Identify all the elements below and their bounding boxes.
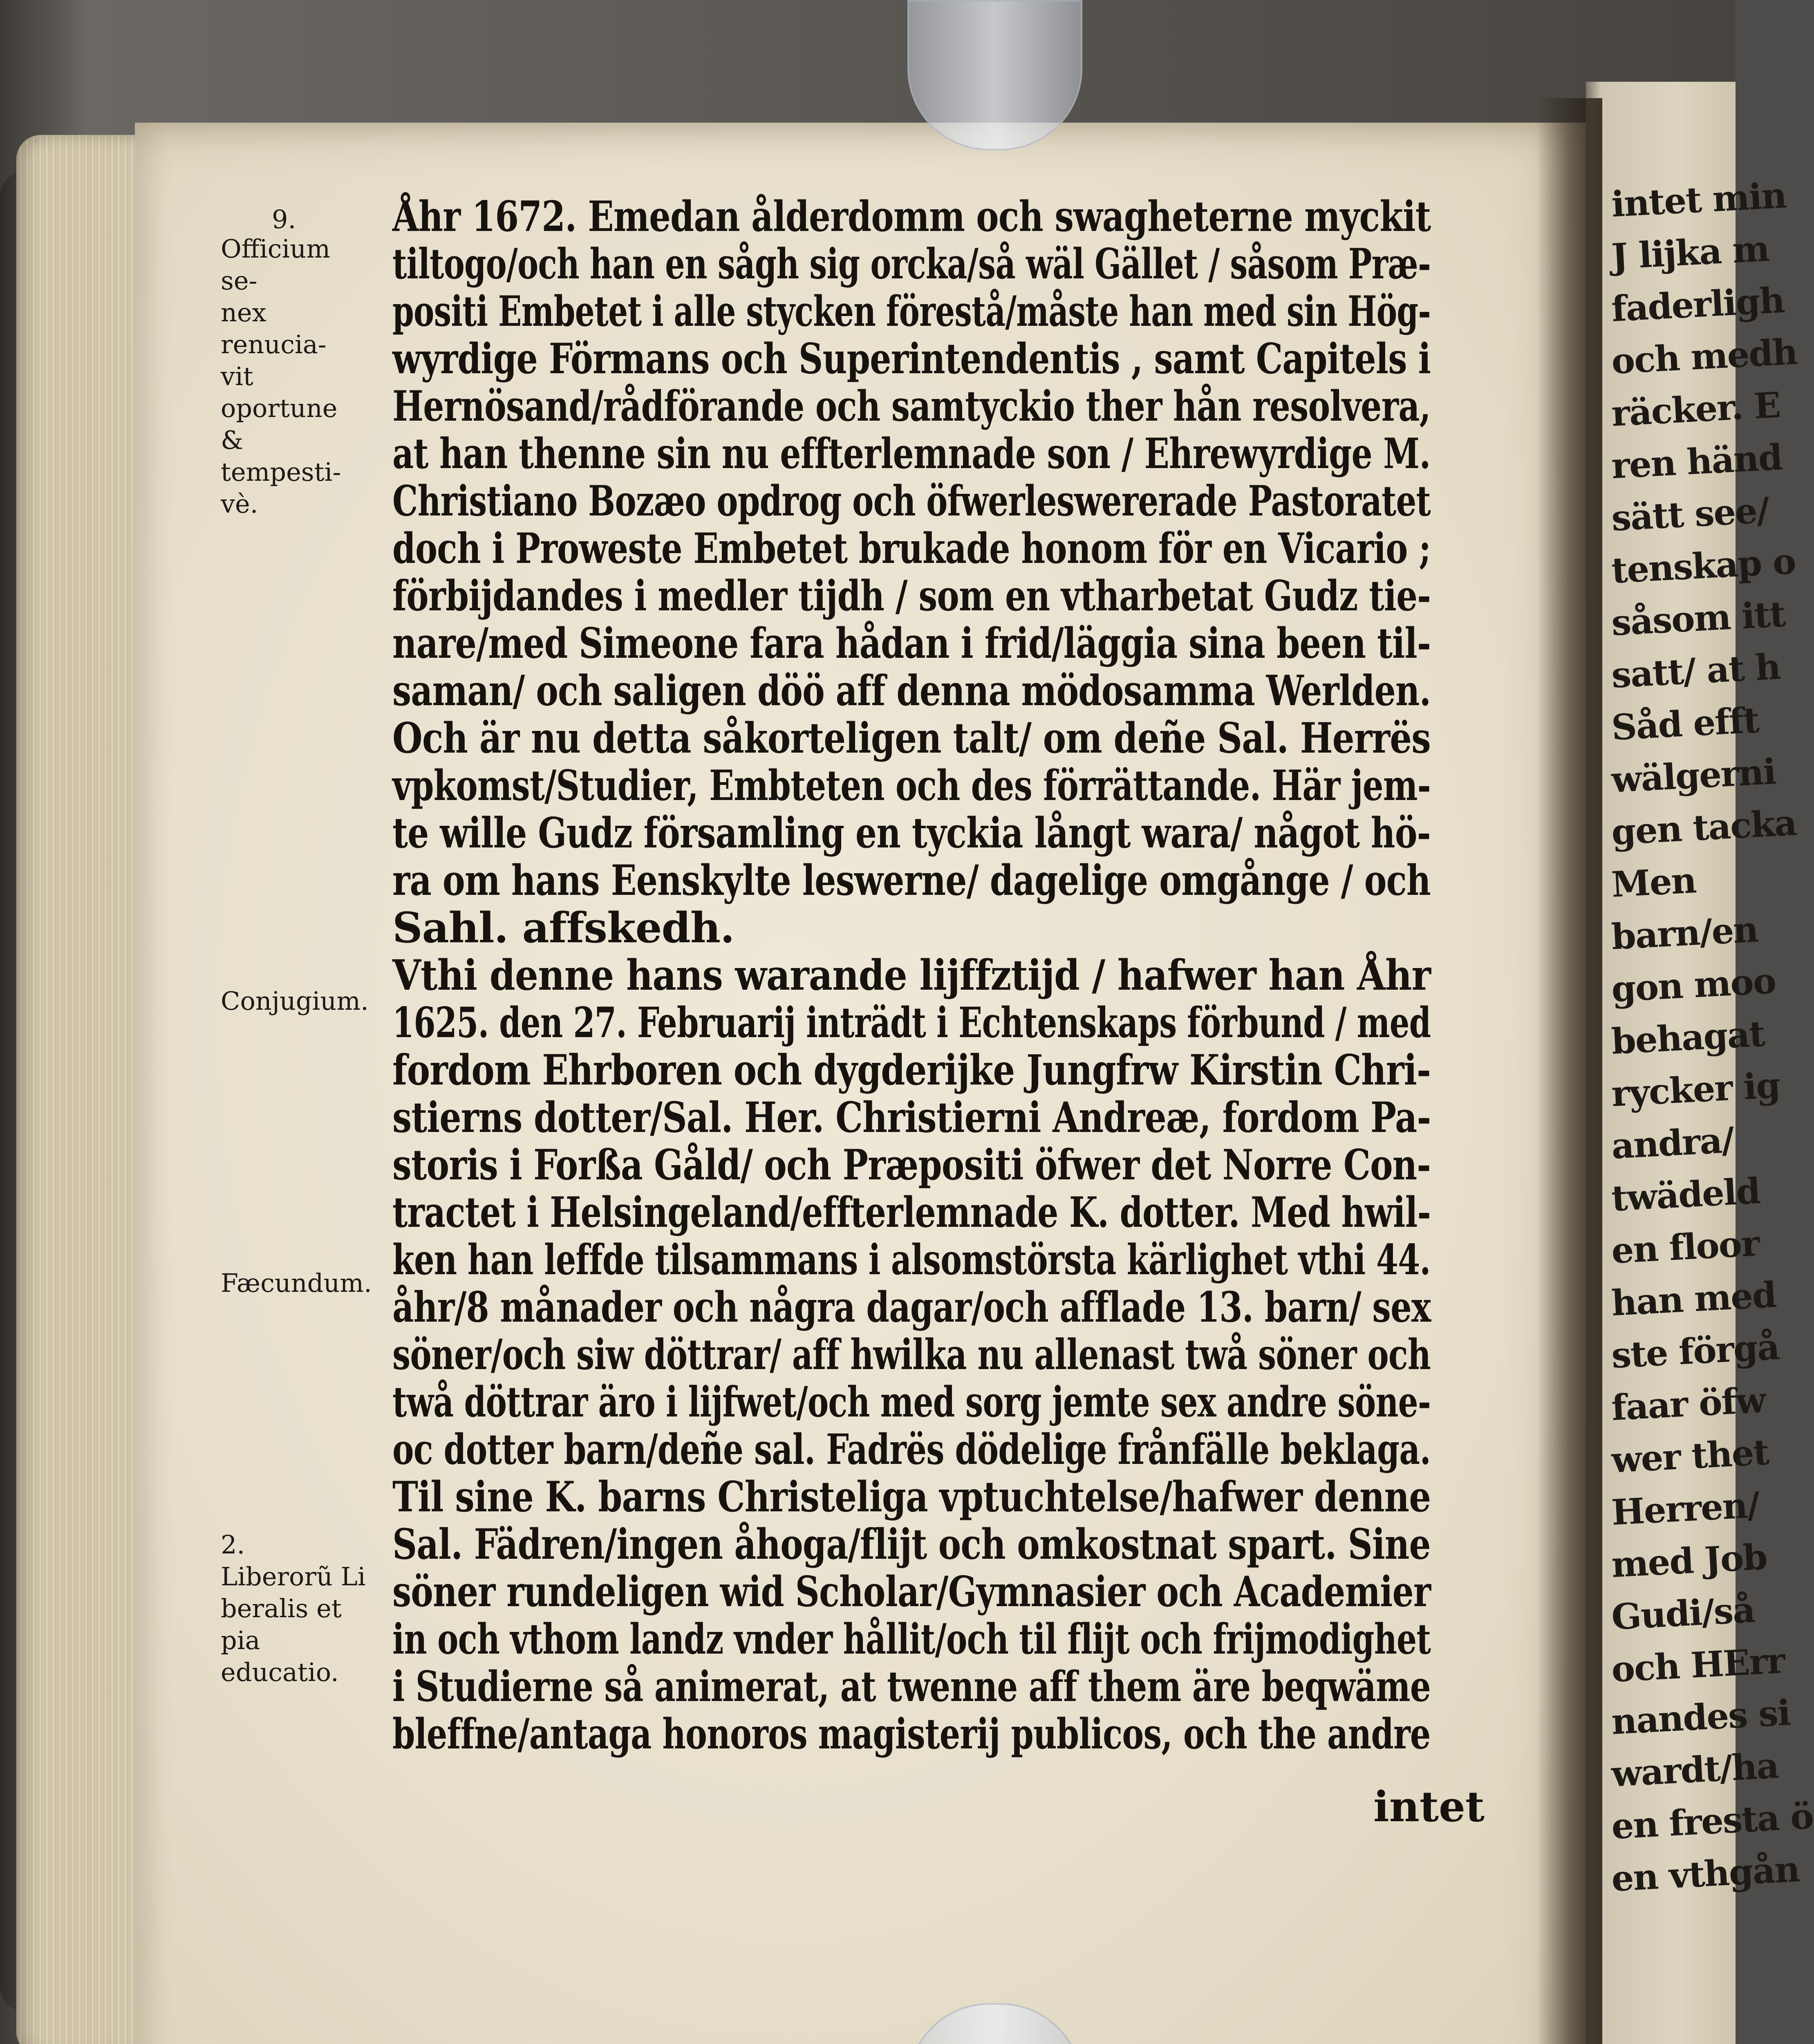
margin-note-line: & tempesti- bbox=[221, 425, 341, 487]
text-line: Åhr 1672. Emedan ålderdomm och swagheterne myckit bbox=[392, 192, 1431, 241]
text-line: positi Embetet i alle stycken förestå/måste han med sin Hög- bbox=[392, 287, 1431, 336]
facing-page-line: tenskap o bbox=[1610, 540, 1796, 592]
facing-page-line: ste förgå bbox=[1610, 1326, 1780, 1376]
text-line: Til sine K. barns Christeliga vptuchtelse/hafwer denne bbox=[392, 1472, 1431, 1522]
facing-page-line: och HErr bbox=[1610, 1640, 1786, 1690]
facing-page-line: såsom itt bbox=[1610, 593, 1786, 644]
margin-note-line: Liberorũ Li bbox=[221, 1562, 366, 1591]
facing-page-line: faderligh bbox=[1610, 279, 1785, 330]
facing-page-line: intet min bbox=[1610, 175, 1787, 225]
facing-page-line: andra/ bbox=[1610, 1119, 1735, 1167]
text-line: fordom Ehrboren och dygderijke Jungfrw Kirstin Chri- bbox=[392, 1046, 1431, 1095]
top-page-clip bbox=[907, 0, 1082, 150]
margin-note-faecundum bbox=[221, 1267, 372, 1299]
facing-page-line: en vthgån bbox=[1610, 1848, 1801, 1900]
facing-page-line: ren händ bbox=[1610, 437, 1783, 487]
text-line: Christiano Bozæo opdrog och öfwerleswererade Pastoratet bbox=[392, 477, 1431, 526]
facing-page-line: sätt see/ bbox=[1610, 489, 1770, 539]
facing-page-line: behagat bbox=[1610, 1013, 1766, 1062]
text-line: saman/ och saligen döö aff denna mödosamma Werlden. bbox=[392, 666, 1431, 715]
margin-note-line: vit oportune bbox=[221, 361, 338, 423]
facing-page-line: wälgerni bbox=[1610, 751, 1777, 801]
text-line: 1625. den 27. Februarij inträdt i Echtenskaps förbund / med bbox=[392, 998, 1431, 1047]
facing-page-line: wer thet bbox=[1610, 1431, 1770, 1481]
facing-page-line: barn/en bbox=[1610, 909, 1759, 958]
text-line: tractet i Helsingeland/effterlemnade K. dotter. Med hwil- bbox=[392, 1188, 1431, 1237]
facing-page-line: en fresta ö bbox=[1610, 1795, 1814, 1847]
margin-note-line: nex renucia- bbox=[221, 298, 327, 359]
facing-page-line: en floor bbox=[1610, 1223, 1760, 1272]
facing-page-line: och medh bbox=[1610, 331, 1798, 382]
text-line: bleffne/antaga honoros magisterij publicos, och the andre bbox=[392, 1710, 1431, 1759]
facing-page-line: nandes si bbox=[1610, 1692, 1791, 1743]
text-line: storis i Forßa Gåld/ och Præpositi öfwer det Norre Con- bbox=[392, 1141, 1431, 1190]
text-line: ken han leffde tilsammans i alsomstörsta kärlighet vthi 44. bbox=[392, 1235, 1431, 1284]
text-line: wyrdige Förmans och Superintendentis , samt Capitels i bbox=[392, 334, 1431, 383]
text-line: doch i Proweste Embetet brukade honom för en Vicario ; bbox=[392, 524, 1431, 573]
facing-page-line: Herren/ bbox=[1610, 1484, 1760, 1533]
margin-note-officium bbox=[221, 233, 368, 520]
margin-note-conjugium bbox=[221, 985, 368, 1017]
margin-note-liberorum bbox=[221, 1529, 368, 1688]
margin-note-line: beralis et pia bbox=[221, 1594, 342, 1655]
gutter-shadow bbox=[1537, 98, 1602, 2044]
facing-page-line: gon moo bbox=[1610, 960, 1777, 1010]
facing-page-line: satt/ at h bbox=[1610, 646, 1781, 696]
facing-page-line: räcker. E bbox=[1610, 384, 1781, 435]
facing-page-line: faar öfw bbox=[1610, 1379, 1766, 1429]
text-line: vpkomst/Studier, Embteten och des förrättande. Här jem- bbox=[392, 761, 1431, 810]
text-line: söner/och siw döttrar/ aff hwilka nu allenast twå söner och bbox=[392, 1330, 1431, 1379]
text-line: oc dotter barn/deñe sal. Fadrës dödelige frånfälle beklaga. bbox=[392, 1425, 1431, 1474]
facing-page-line: Gudi/så bbox=[1610, 1589, 1756, 1638]
page-stack-edge bbox=[16, 135, 151, 2044]
catchword: intet bbox=[1373, 1782, 1485, 1831]
margin-note-line: educatio. bbox=[221, 1657, 339, 1687]
facing-page-line: med Job bbox=[1610, 1536, 1768, 1586]
text-line: åhr/8 månader och några dagar/och afflade 13. barn/ sex bbox=[392, 1283, 1431, 1332]
text-line: Vthi denne hans warande lijffztijd / hafwer han Åhr bbox=[392, 951, 1431, 1000]
facing-page-line: han med bbox=[1610, 1274, 1777, 1324]
margin-note-line: Fæcundum. bbox=[221, 1268, 372, 1298]
margin-note-line: 2. bbox=[221, 1530, 245, 1560]
text-line: Hernösand/rådförande och samtyckio ther hån resolvera, bbox=[392, 382, 1431, 431]
facing-page-line: rycker ig bbox=[1610, 1065, 1781, 1115]
margin-note-line: Officium se- bbox=[221, 234, 330, 296]
text-line: förbijdandes i medler tijdh / som en vtharbetat Gudz tie- bbox=[392, 572, 1431, 621]
text-line: Och är nu detta såkorteligen talt/ om deñe Sal. Herrës bbox=[392, 714, 1431, 763]
text-line: nare/med Simeone fara hådan i frid/läggia sina been til- bbox=[392, 619, 1431, 668]
text-line: Sahl. affskedh. bbox=[392, 903, 735, 953]
facing-page-line: Men bbox=[1610, 860, 1697, 905]
facing-page-line: gen tacka bbox=[1610, 802, 1798, 853]
text-line: at han thenne sin nu effterlemnade son / Ehrewyrdige M. bbox=[392, 429, 1431, 478]
text-line: i Studierne så animerat, at twenne aff them äre beqwäme bbox=[392, 1662, 1431, 1711]
margin-note-line: vè. bbox=[221, 489, 258, 519]
facing-page bbox=[1586, 82, 1814, 2044]
text-line: ra om hans Eenskylte leswerne/ dagelige omgånge / och bbox=[392, 856, 1431, 905]
text-line: stierns dotter/Sal. Her. Christierni Andreæ, fordom Pa- bbox=[392, 1093, 1431, 1142]
facing-page-line: J lijka m bbox=[1610, 228, 1770, 278]
facing-page-line: wardt/ha bbox=[1610, 1745, 1780, 1795]
margin-note-line: Conjugium. bbox=[221, 986, 369, 1016]
facing-page-line: Såd efft bbox=[1610, 699, 1760, 749]
text-line: in och vthom landz vnder hållit/och til flijt och frijmodighet bbox=[392, 1615, 1431, 1664]
facing-page-line: twädeld bbox=[1610, 1170, 1761, 1219]
page-number: 9. bbox=[272, 204, 296, 234]
text-line: Sal. Fädren/ingen åhoga/flijt och omkostnat spart. Sine bbox=[392, 1520, 1431, 1569]
text-line: twå döttrar äro i lijfwet/och med sorg jemte sex andre söne- bbox=[392, 1378, 1431, 1427]
text-line: tiltogo/och han en sågh sig orcka/så wäl Gället / såsom Præ- bbox=[392, 240, 1431, 289]
text-line: te wille Gudz församling en tyckia långt wara/ något hö- bbox=[392, 809, 1431, 858]
text-line: söner rundeligen wid Scholar/Gymnasier och Academier bbox=[392, 1567, 1431, 1616]
